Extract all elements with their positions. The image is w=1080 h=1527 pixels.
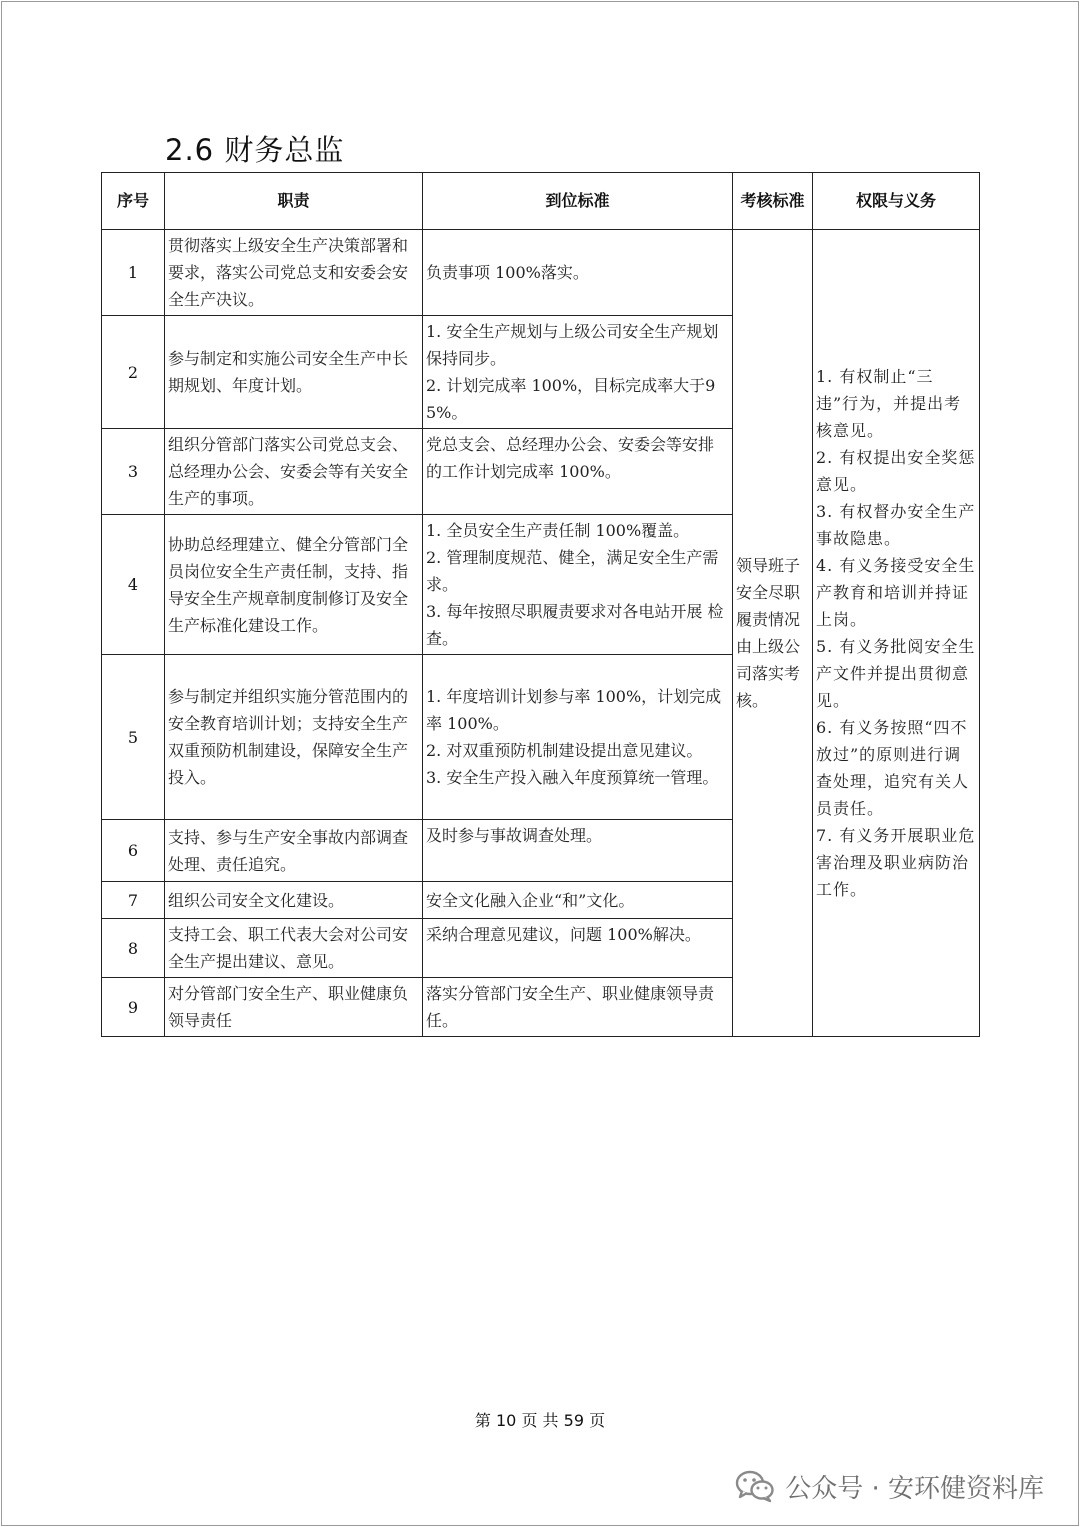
standard-line: 1. 全员安全生产责任制 100%覆盖。: [426, 521, 690, 540]
current-page-number: 10: [496, 1411, 517, 1430]
row-standard: [423, 655, 733, 820]
rights-item: 4. 有义务接受安全生产教育和培训并持证上岗。: [816, 556, 976, 629]
row-number: 6: [102, 820, 165, 882]
duty-table: [101, 172, 980, 1037]
standard-line: 安全文化融入企业“和”文化。: [426, 890, 635, 910]
row-standard: [423, 515, 733, 655]
header-assessment: 考核标准: [733, 173, 813, 230]
rights-item: 1. 有权制止“三违”行为，并提出考核意见。: [816, 367, 962, 440]
row-duty: 贯彻落实上级安全生产决策部署和要求，落实公司党总支和安委会安全生产决议。: [165, 230, 423, 316]
row-standard: [423, 820, 733, 882]
standard-line: 3. 安全生产投入融入年度预算统一管理。: [426, 768, 719, 787]
standard-line: 党总支会、总经理办公会、安委会等安排的工作计划完成率 100%。: [426, 435, 715, 481]
row-duty: 对分管部门安全生产、职业健康负领导责任: [165, 978, 423, 1037]
section-title: 2.6 财务总监: [165, 133, 345, 167]
row-number: 8: [102, 919, 165, 978]
row-number: 3: [102, 429, 165, 515]
footer-middle: 页 共: [521, 1411, 559, 1430]
row-number: 2: [102, 316, 165, 429]
standard-line: 2. 对双重预防机制建设提出意见建议。: [426, 741, 703, 760]
row-duty: 协助总经理建立、健全分管部门全员岗位安全生产责任制，支持、指导安全生产规章制度制修订及安全生产标准化建设工作。: [165, 515, 423, 655]
wechat-icon: [735, 1469, 775, 1503]
standard-line: 1. 年度培训计划参与率 100%，计划完成率 100%。: [426, 687, 722, 733]
row-standard: [423, 230, 733, 316]
row-standard: [423, 429, 733, 515]
table-header-row: [102, 173, 980, 230]
row-duty: 参与制定和实施公司安全生产中长期规划、年度计划。: [165, 316, 423, 429]
rights-item: 5. 有义务批阅安全生产文件并提出贯彻意见。: [816, 637, 976, 710]
standard-line: 2. 管理制度规范、健全，满足安全生产需求。: [426, 548, 719, 594]
standard-line: 负责事项 100%落实。: [426, 263, 589, 282]
watermark-text: 公众号 · 安环健资料库: [785, 1473, 1044, 1504]
row-duty: 参与制定并组织实施分管范围内的安全教育培训计划；支持安全生产双重预防机制建设，保障安全生产投入。: [165, 655, 423, 820]
total-page-number: 59: [563, 1411, 584, 1430]
row-duty: 支持、参与生产安全事故内部调查处理、责任追究。: [165, 820, 423, 882]
row-number: 7: [102, 882, 165, 919]
footer-suffix: 页: [589, 1411, 606, 1430]
standard-line: 落实分管部门安全生产、职业健康领导责任。: [426, 984, 715, 1030]
rights-item: 3. 有权督办安全生产事故隐患。: [816, 502, 976, 548]
header-duty: 职责: [165, 173, 423, 230]
header-no: 序号: [102, 173, 165, 230]
assessment-cell: 领导班子安全尽职履责情况由上级公司落实考核。: [733, 230, 813, 1037]
row-standard: [423, 978, 733, 1037]
row-duty: 支持工会、职工代表大会对公司安全生产提出建议、意见。: [165, 919, 423, 978]
row-number: 4: [102, 515, 165, 655]
row-standard: [423, 316, 733, 429]
table-row: [102, 230, 980, 316]
standard-line: 2. 计划完成率 100%，目标完成率大于95%。: [426, 376, 716, 422]
rights-cell: [813, 230, 980, 1037]
standard-line: 及时参与事故调查处理。: [426, 826, 603, 845]
rights-item: 6. 有义务按照“四不放过”的原则进行调查处理，追究有关人员责任。: [816, 718, 970, 818]
row-number: 9: [102, 978, 165, 1037]
row-standard: [423, 919, 733, 978]
standard-line: 3. 每年按照尽职履责要求对各电站开展 检查。: [426, 602, 724, 648]
watermark: [735, 1466, 1044, 1506]
header-rights: 权限与义务: [813, 173, 980, 230]
standard-line: 采纳合理意见建议，问题 100%解决。: [426, 925, 701, 944]
standard-line: 1. 安全生产规划与上级公司安全生产规划保持同步。: [426, 322, 719, 368]
row-number: 1: [102, 230, 165, 316]
page-footer: [0, 1408, 1080, 1431]
rights-item: 2. 有权提出安全奖惩意见。: [816, 448, 976, 494]
header-standard: 到位标准: [423, 173, 733, 230]
rights-item: 7. 有义务开展职业危害治理及职业病防治工作。: [816, 826, 976, 899]
row-number: 5: [102, 655, 165, 820]
row-duty: 组织公司安全文化建设。: [165, 882, 423, 919]
footer-prefix: 第: [474, 1411, 491, 1430]
row-duty: 组织分管部门落实公司党总支会、总经理办公会、安委会等有关安全生产的事项。: [165, 429, 423, 515]
row-standard: [423, 882, 733, 919]
